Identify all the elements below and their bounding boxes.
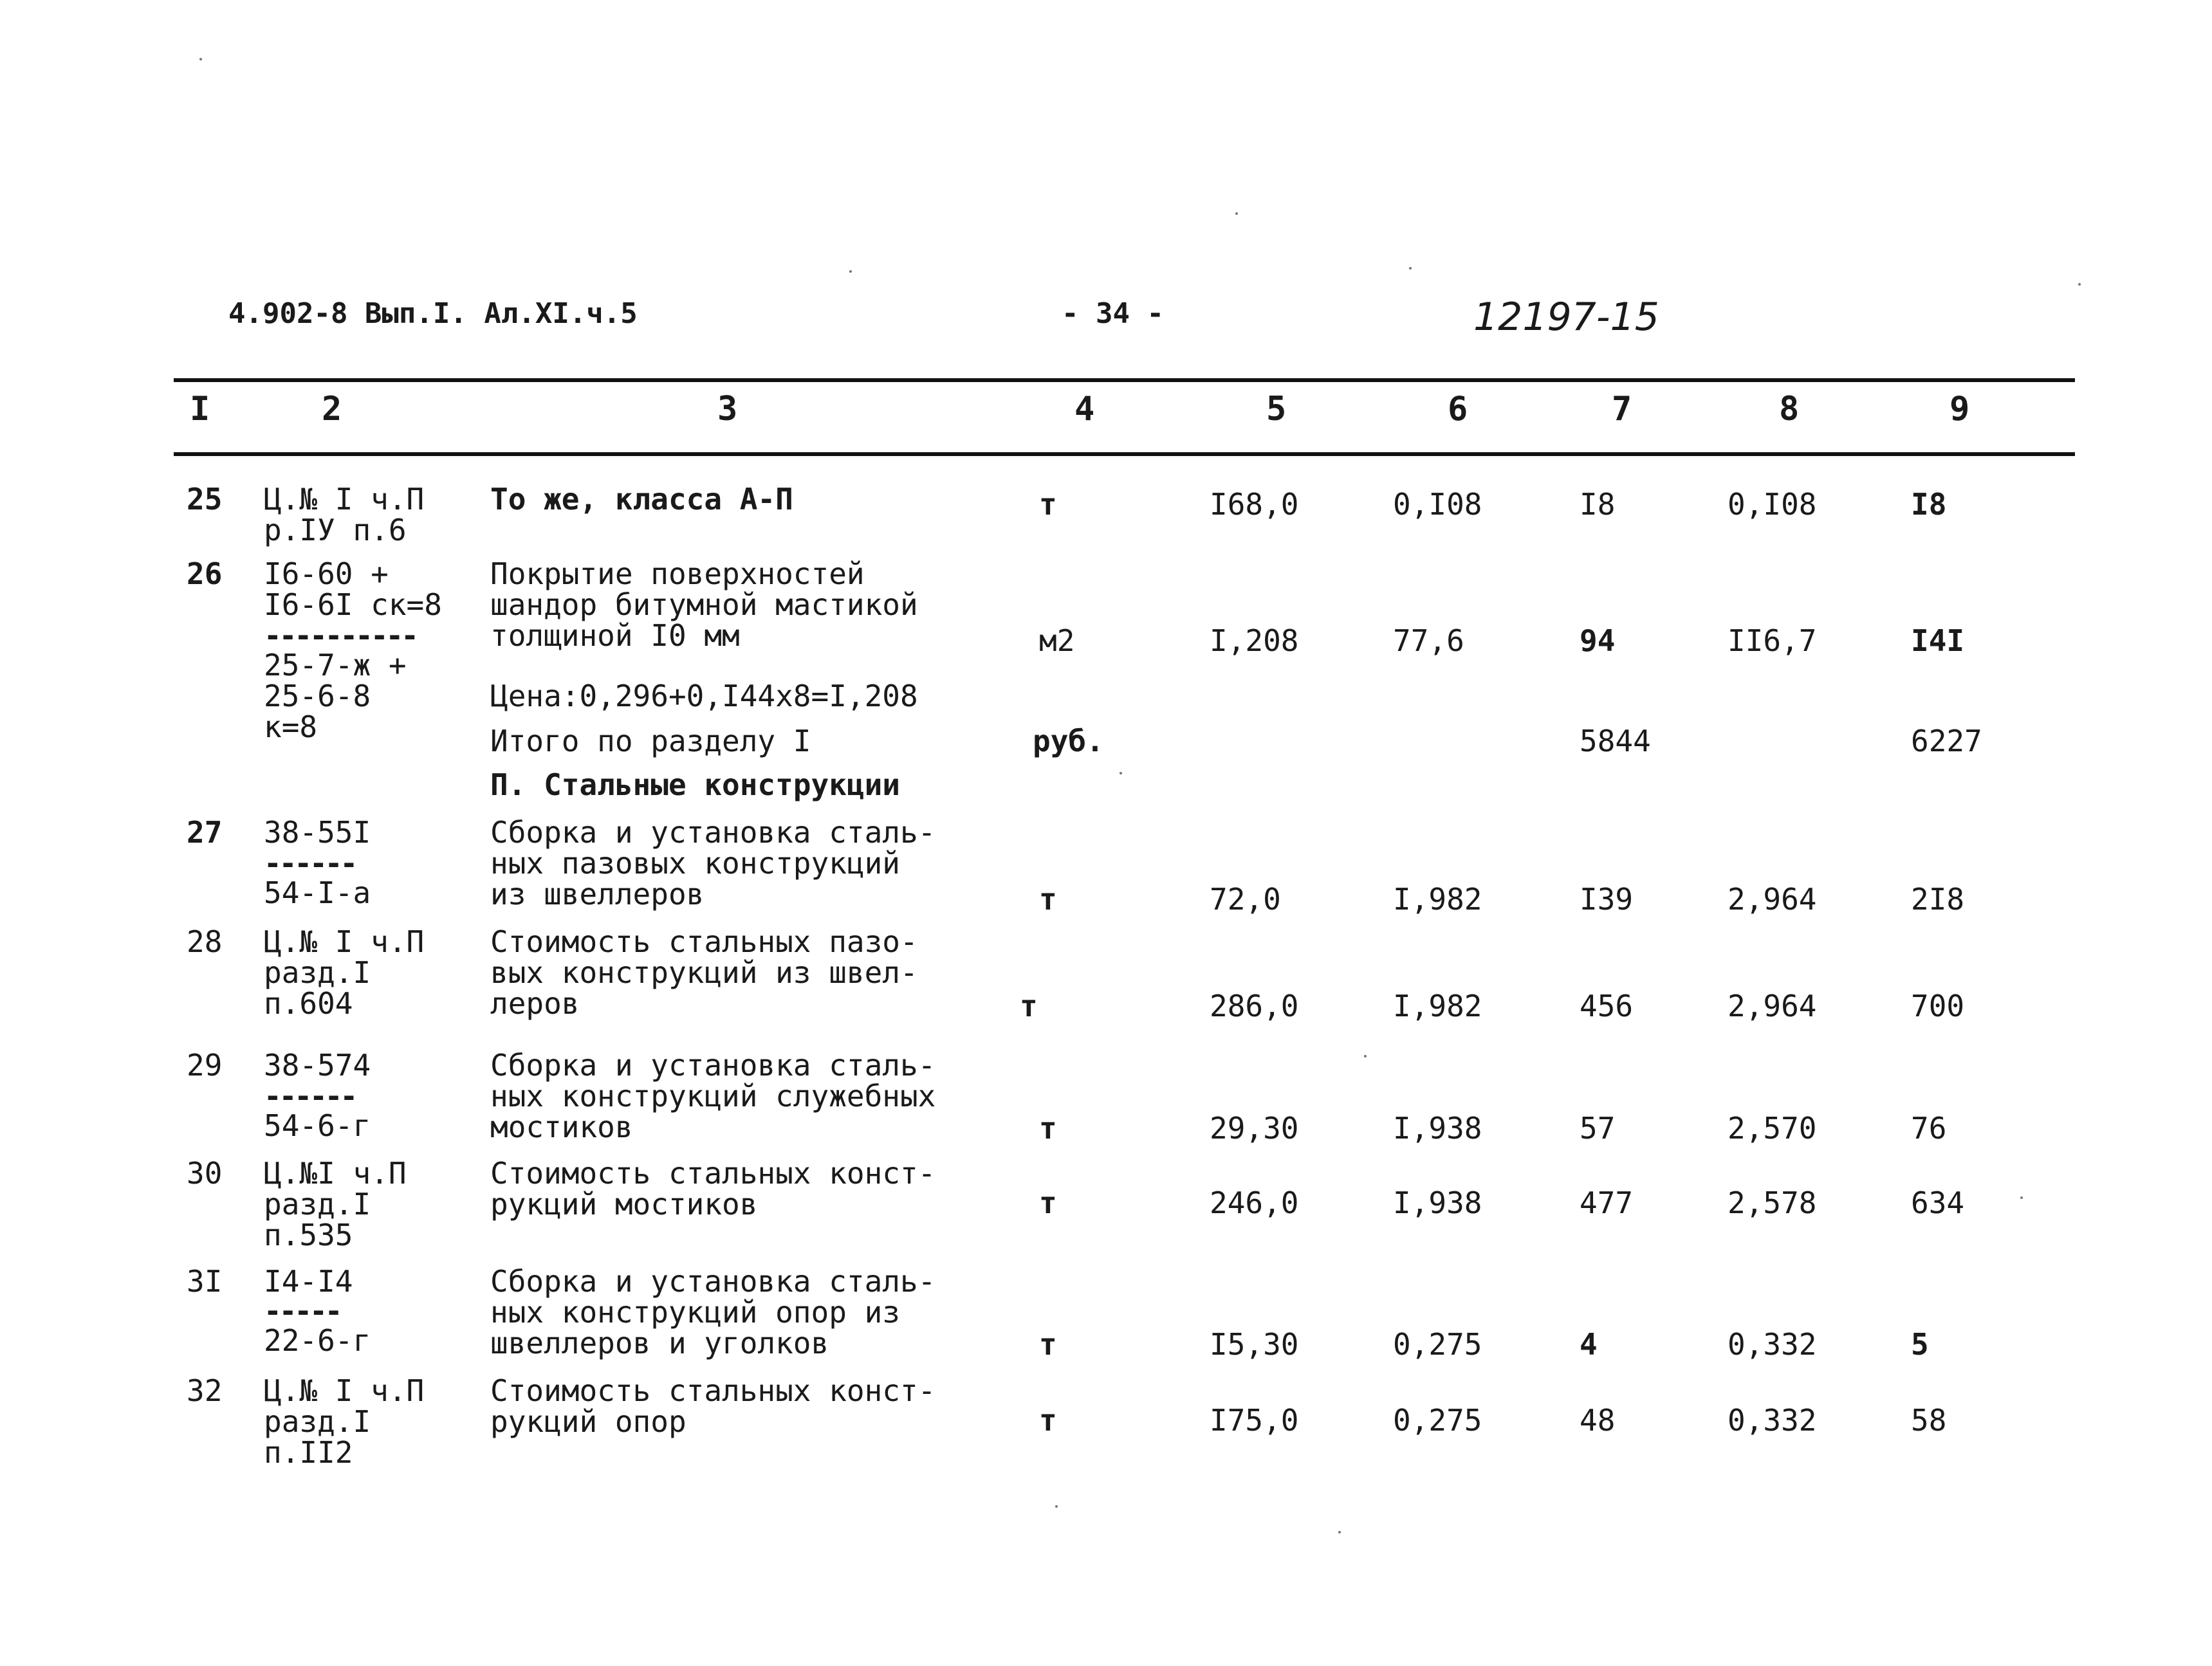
- code-line: Ц.№ I ч.П: [264, 924, 425, 959]
- value-col6: 77,6: [1393, 623, 1464, 658]
- column-header-7: 7: [1612, 390, 1632, 428]
- value-col7: 456: [1580, 989, 1634, 1023]
- scan-speck: [1120, 772, 1122, 774]
- code-line: п.604: [264, 986, 353, 1021]
- row-number: 26: [187, 556, 223, 591]
- value-col7: 57: [1580, 1111, 1616, 1146]
- column-header-5: 5: [1266, 390, 1287, 428]
- value-col7: 477: [1580, 1185, 1634, 1220]
- value-col8: 2,964: [1728, 989, 1817, 1023]
- value-col6: 0,275: [1393, 1403, 1482, 1438]
- code-line: Ц.№I ч.П: [264, 1156, 407, 1191]
- column-header-4: 4: [1074, 390, 1095, 428]
- description-line: шандор битумной мастикой: [490, 587, 918, 622]
- value-col7: I39: [1580, 882, 1634, 917]
- description-line: Стоимость стальных конст-: [490, 1156, 936, 1191]
- unit: т: [1039, 1403, 1057, 1438]
- scan-speck: [2020, 1196, 2023, 1199]
- code-line: к=8: [264, 709, 318, 744]
- unit: т: [1039, 1111, 1057, 1146]
- unit: т: [1039, 1185, 1057, 1220]
- value-col7: 94: [1580, 623, 1616, 658]
- column-header-9: 9: [1949, 390, 1970, 428]
- value-col9: 700: [1911, 989, 1965, 1023]
- code-line: разд.I: [264, 1187, 371, 1222]
- value-col5: 286,0: [1210, 989, 1299, 1023]
- description-line: из швеллеров: [490, 877, 705, 911]
- code-line: 54-I-а: [264, 875, 371, 910]
- scan-speck: [199, 58, 202, 60]
- unit: т: [1039, 1327, 1057, 1362]
- scan-speck: [1338, 1531, 1341, 1533]
- description-line: швеллеров и уголков: [490, 1326, 829, 1360]
- table-top-rule: [174, 378, 2075, 382]
- value-col8: 0,I08: [1728, 487, 1817, 522]
- section-title: П. Стальные конструкции: [490, 767, 900, 802]
- description-line: Покрытие поверхностей: [490, 556, 865, 591]
- value-col9: 58: [1911, 1403, 1947, 1438]
- code-line: 25-6-8: [264, 679, 371, 713]
- value-col9: 5: [1911, 1327, 1929, 1362]
- value-col5: 29,30: [1210, 1111, 1299, 1146]
- document-code: 4.902-8 Вып.I. Ал.XI.ч.5: [228, 297, 638, 330]
- fraction-line: ----------: [264, 618, 416, 653]
- code-line: 38-55I: [264, 815, 371, 850]
- description-line: ных пазовых конструкций: [490, 846, 900, 881]
- scan-speck: [2078, 283, 2081, 286]
- value-col5: 72,0: [1210, 882, 1281, 917]
- unit: т: [1020, 989, 1038, 1023]
- description-line: Сборка и установка сталь-: [490, 1264, 936, 1299]
- row-number: 28: [187, 924, 223, 959]
- code-line: Ц.№ I ч.П: [264, 482, 425, 517]
- row-number: 30: [187, 1156, 223, 1191]
- table-header-rule: [174, 452, 2075, 456]
- value-col6: I,938: [1393, 1185, 1482, 1220]
- description-line: ных конструкций опор из: [490, 1295, 900, 1330]
- scan-speck: [1409, 267, 1412, 270]
- value-col8: 0,332: [1728, 1327, 1817, 1362]
- unit: м2: [1039, 623, 1075, 658]
- value-col9: 634: [1911, 1185, 1965, 1220]
- fraction-line: -----: [264, 1294, 340, 1328]
- code-line: разд.I: [264, 1404, 371, 1439]
- price-note: Цена:0,296+0,I44х8=I,208: [490, 679, 918, 713]
- column-header-3: 3: [717, 390, 738, 428]
- description-line: леров: [490, 986, 580, 1021]
- description-line: Стоимость стальных пазо-: [490, 924, 918, 959]
- value-col5: 246,0: [1210, 1185, 1299, 1220]
- value-col9: I8: [1911, 487, 1947, 522]
- value-col8: 2,570: [1728, 1111, 1817, 1146]
- description-line: вых конструкций из швел-: [490, 955, 918, 990]
- value-col7: I8: [1580, 487, 1616, 522]
- description-line: толщиной I0 мм: [490, 618, 740, 653]
- column-header-6: 6: [1448, 390, 1468, 428]
- scan-speck: [1055, 1505, 1058, 1508]
- code-line: 25-7-ж +: [264, 648, 407, 682]
- code-line: Ц.№ I ч.П: [264, 1373, 425, 1408]
- code-line: разд.I: [264, 955, 371, 990]
- code-line: I4-I4: [264, 1264, 353, 1299]
- code-line: 22-6-г: [264, 1323, 371, 1358]
- description-line: Сборка и установка сталь-: [490, 815, 936, 850]
- code-line: 54-6-г: [264, 1108, 371, 1143]
- scan-speck: [849, 270, 852, 273]
- value-col9: 76: [1911, 1111, 1947, 1146]
- value-col7: 4: [1580, 1327, 1598, 1362]
- value-col6: 0,275: [1393, 1327, 1482, 1362]
- description-line: рукций мостиков: [490, 1187, 758, 1222]
- value-col5: I,208: [1210, 623, 1299, 658]
- column-header-8: 8: [1779, 390, 1800, 428]
- subtotal-label: Итого по разделу I: [490, 724, 811, 758]
- unit: т: [1039, 487, 1057, 522]
- value-col5: I75,0: [1210, 1403, 1299, 1438]
- scan-speck: [1364, 1055, 1367, 1057]
- fraction-line: ------: [264, 846, 356, 881]
- value-col8: 2,578: [1728, 1185, 1817, 1220]
- scan-speck: [1235, 212, 1238, 215]
- fraction-line: ------: [264, 1079, 356, 1113]
- page-number: - 34 -: [1062, 297, 1164, 330]
- description-line: мостиков: [490, 1110, 633, 1144]
- column-header-1: I: [190, 390, 210, 428]
- value-col8: 2,964: [1728, 882, 1817, 917]
- value-col8: II6,7: [1728, 623, 1817, 658]
- code-line: р.IУ п.6: [264, 513, 407, 547]
- value-col6: I,982: [1393, 882, 1482, 917]
- value-col7: 48: [1580, 1403, 1616, 1438]
- column-header-2: 2: [322, 390, 342, 428]
- unit: т: [1039, 882, 1057, 917]
- row-number: 25: [187, 482, 223, 517]
- row-number: 29: [187, 1048, 223, 1083]
- description-line: Сборка и установка сталь-: [490, 1048, 936, 1083]
- description-line: То же, класса А-П: [490, 482, 793, 517]
- value-col6: I,938: [1393, 1111, 1482, 1146]
- value-col5: I68,0: [1210, 487, 1299, 522]
- row-number: 27: [187, 815, 223, 850]
- subtotal-col9: 6227: [1911, 724, 1982, 758]
- description-line: рукций опор: [490, 1404, 687, 1439]
- code-line: I6-60 +: [264, 556, 389, 591]
- description-line: ных конструкций служебных: [490, 1079, 936, 1113]
- code-line: п.535: [264, 1218, 353, 1252]
- code-line: I6-6I ск=8: [264, 587, 442, 622]
- subtotal-col7: 5844: [1580, 724, 1651, 758]
- row-number: 32: [187, 1373, 223, 1408]
- subtotal-unit: руб.: [1033, 724, 1104, 758]
- handwritten-number: 12197-15: [1473, 295, 1659, 340]
- value-col9: 2I8: [1911, 882, 1965, 917]
- value-col9: I4I: [1911, 623, 1965, 658]
- value-col6: I,982: [1393, 989, 1482, 1023]
- description-line: Стоимость стальных конст-: [490, 1373, 936, 1408]
- code-line: 38-574: [264, 1048, 371, 1083]
- value-col5: I5,30: [1210, 1327, 1299, 1362]
- value-col8: 0,332: [1728, 1403, 1817, 1438]
- code-line: п.II2: [264, 1435, 353, 1470]
- row-number: 3I: [187, 1264, 223, 1299]
- value-col6: 0,I08: [1393, 487, 1482, 522]
